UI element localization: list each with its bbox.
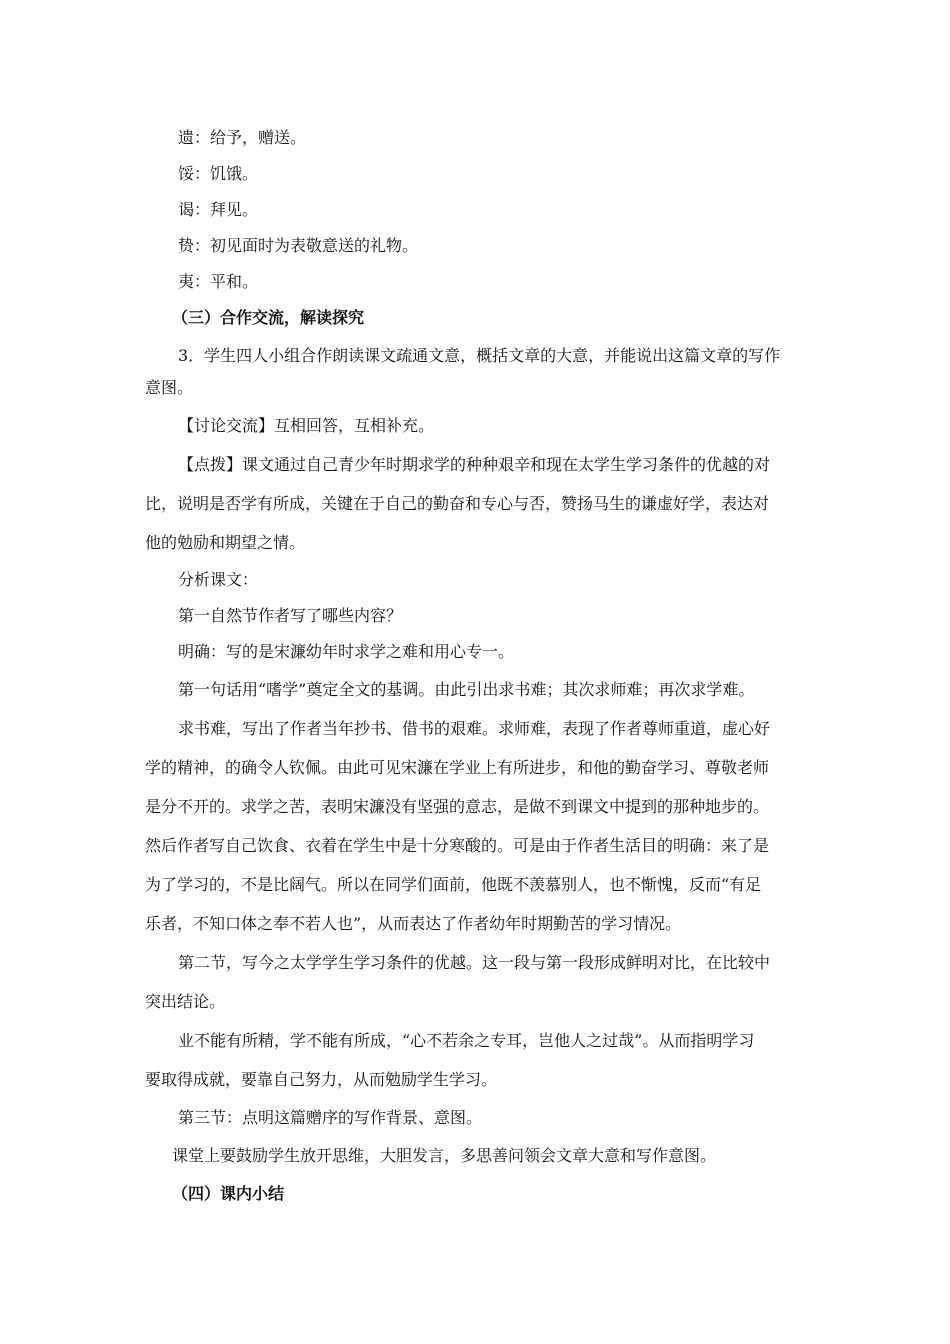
gloss-zhi: 贽：初见面时为表敬意送的礼物。 bbox=[178, 236, 419, 255]
paragraph-line: 【点拨】课文通过自己青少年时期求学的种种艰辛和现在太学生学习条件的优越的对 bbox=[178, 455, 771, 474]
paragraph-line: 第三节：点明这篇赠序的写作背景、意图。 bbox=[178, 1108, 483, 1127]
paragraph-line: 第一句话用“嗜学”奠定全文的基调。由此引出求书难；其次求师难；再次求学难。 bbox=[178, 680, 755, 699]
paragraph-line: 然后作者写自己饮食、衣着在学生中是十分寒酸的。可是由于作者生活目的明确：来了是 bbox=[145, 836, 770, 855]
paragraph-line: 突出结论。 bbox=[145, 992, 226, 1011]
paragraph-line: 第二节，写今之太学学生学习条件的优越。这一段与第一段形成鲜明对比，在比较中 bbox=[178, 953, 771, 972]
paragraph-line: 乐者，不知口体之奉不若人也”，从而表达了作者幼年时期勤苦的学习情况。 bbox=[145, 914, 682, 933]
paragraph-line: 学的精神，的确令人钦佩。由此可见宋濂在学业上有所进步，和他的勤奋学习、尊敬老师 bbox=[145, 758, 770, 777]
paragraph-line: 明确：写的是宋濂幼年时求学之难和用心专一。 bbox=[178, 642, 515, 661]
paragraph-line: 为了学习的，不是比阔气。所以在同学们面前，他既不羡慕别人，也不惭愧，反而“有足 bbox=[145, 875, 762, 894]
gloss-yi: 夷：平和。 bbox=[178, 272, 259, 291]
paragraph-line: 分析课文： bbox=[178, 570, 259, 589]
paragraph-line: 要取得成就，要靠自己努力，从而勉励学生学习。 bbox=[145, 1070, 498, 1089]
gloss-ye: 谒：拜见。 bbox=[178, 200, 259, 219]
paragraph-line: 意图。 bbox=[145, 378, 194, 397]
paragraph-line: 求书难，写出了作者当年抄书、借书的艰难。求师难，表现了作者尊师重道，虚心好 bbox=[178, 719, 771, 738]
paragraph-line: 比，说明是否学有所成，关键在于自己的勤奋和专心与否，赞扬马生的谦虚好学，表达对 bbox=[145, 494, 770, 513]
section-heading-4: （四）课内小结 bbox=[172, 1184, 285, 1203]
gloss-nei: 馁：饥饿。 bbox=[178, 164, 259, 183]
paragraph-line: 课堂上要鼓励学生放开思维，大胆发言，多思善问领会文章大意和写作意图。 bbox=[172, 1146, 717, 1165]
paragraph-line: 第一自然节作者写了哪些内容？ bbox=[178, 606, 403, 625]
paragraph-line: 3．学生四人小组合作朗读课文疏通文意，概括文章的大意，并能说出这篇文章的写作 bbox=[178, 346, 781, 365]
section-heading-3: （三）合作交流，解读探究 bbox=[172, 308, 365, 327]
discussion-line: 【讨论交流】互相回答，互相补充。 bbox=[178, 416, 435, 435]
paragraph-line: 他的勉励和期望之情。 bbox=[145, 533, 306, 552]
gloss-wei: 遗：给予，赠送。 bbox=[178, 128, 307, 147]
paragraph-line: 业不能有所精，学不能有所成，“心不若余之专耳，岂他人之过哉”。从而指明学习 bbox=[178, 1031, 755, 1050]
paragraph-line: 是分不开的。求学之苦，表明宋濂没有坚强的意志，是做不到课文中提到的那种地步的。 bbox=[145, 797, 770, 816]
